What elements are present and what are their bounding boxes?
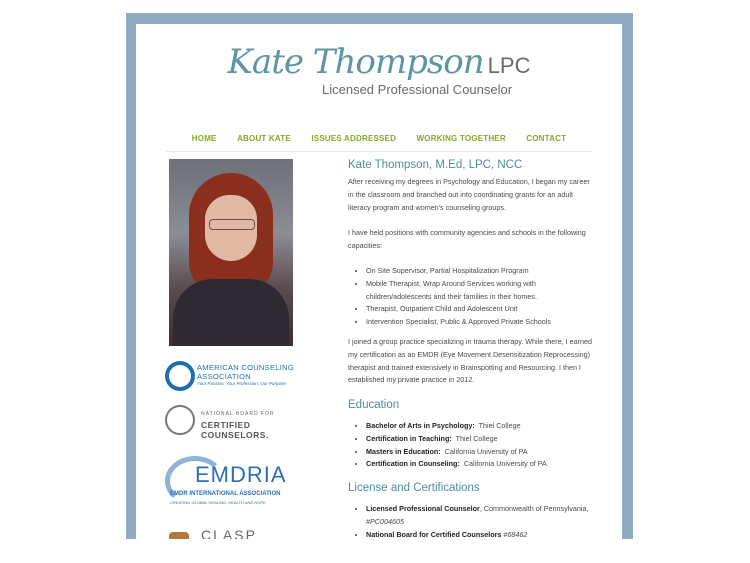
list-item: • On Site Supervisor, Partial Hospitalization Program — [366, 265, 602, 278]
license-heading: License and Certifications — [348, 482, 480, 494]
license-id: #68462 — [503, 529, 528, 539]
license-detail: , Commonwealth of Pennsylvania, — [479, 504, 589, 513]
license-name: National Board for Certified Counselors — [366, 529, 502, 539]
nbcc-line1: NATIONAL BOARD FOR — [201, 411, 275, 417]
license-name: Licensed Professional Counselor — [366, 504, 480, 513]
clasp-logo-icon — [169, 532, 189, 539]
license-id: #PC004605 — [366, 516, 404, 526]
emdria-name: EMDRIA — [195, 462, 287, 487]
positions-list — [348, 265, 602, 329]
positions-intro: I have held positions with community agencies and schools in the following capacities: — [348, 228, 586, 250]
education-school: California University of PA — [463, 459, 547, 469]
education-heading: Education — [348, 399, 400, 411]
education-school: Thiel College — [455, 433, 498, 443]
list-item: • Therapist, Outpatient Child and Adolescent Unit — [366, 303, 602, 316]
list-item — [366, 503, 602, 529]
photo-glasses — [209, 219, 255, 230]
site-logo[interactable] — [136, 42, 622, 82]
education-degree: Bachelor of Arts in Psychology — [366, 421, 473, 430]
emdria-tagline: CREATING GLOBAL HEALING, HEALTH AND HOPE — [170, 500, 266, 505]
emdria-line1: EMDR INTERNATIONAL ASSOCIATION — [170, 491, 281, 497]
aca-badge[interactable] — [165, 360, 300, 390]
nav-issues-addressed[interactable]: ISSUES ADDRESSED — [311, 134, 397, 143]
logo-subtitle: Licensed Professional Counselor — [322, 82, 513, 97]
nbcc-line2: CERTIFIED COUNSELORS. — [201, 420, 269, 440]
education-school: Thiel College — [478, 421, 521, 430]
education-degree: Certification in Counseling — [366, 459, 458, 469]
education-degree: Masters in Education — [366, 446, 439, 456]
education-school: California University of PA — [444, 446, 528, 456]
list-item: • Certification in Teaching: Thiel College — [366, 433, 602, 446]
education-degree: Certification in Teaching — [366, 433, 450, 443]
clasp-badge[interactable] — [165, 526, 300, 539]
page-title: Kate Thompson, M.Ed, LPC, NCC — [348, 159, 523, 171]
nbcc-badge[interactable] — [165, 405, 300, 439]
list-item — [366, 529, 602, 539]
clasp-name: CLASP — [201, 527, 257, 539]
list-item: • Certification in Counseling: California University of PA — [366, 458, 602, 471]
education-list — [348, 420, 602, 471]
nbcc-logo-icon — [165, 405, 195, 435]
intro-paragraph: After receiving my degrees in Psychology and Education, I began my career in the classroom and branched out into coordinating grants for an adult literacy program and women's counseling groups. — [348, 177, 590, 212]
photo-shoulders — [173, 279, 289, 346]
nav-contact[interactable]: CONTACT — [526, 134, 567, 143]
logo-name: Kate Thompson — [227, 42, 484, 82]
nav-about-kate[interactable]: ABOUT KATE — [237, 134, 291, 143]
list-item: • Intervention Specialist, Public & Approved Private Schools — [366, 316, 602, 329]
main-nav — [136, 128, 622, 146]
emdria-badge[interactable] — [165, 450, 300, 510]
nav-divider — [166, 151, 592, 152]
page-frame — [126, 13, 633, 539]
aca-tagline: Your Passion. Your Profession. Our Purpose. — [197, 381, 287, 386]
list-item: • Mobile Therapist, Wrap Around Services working with children/adolescents and their families in their homes. — [366, 278, 602, 304]
aca-logo-icon — [165, 361, 195, 391]
practice-paragraph: I joined a group practice specializing in trauma therapy. While there, I earned my certification as an EMDR (Eye Movement Desensitization Reprocessing) therapist and trained extensively in Brainspotting and Resourcing. I then I established my private practice in 2012. — [348, 337, 592, 385]
page-content — [136, 24, 622, 539]
list-item: • Masters in Education: California University of PA — [366, 446, 602, 459]
profile-photo — [169, 159, 293, 346]
nav-working-together[interactable]: WORKING TOGETHER — [416, 134, 506, 143]
list-item: • Bachelor of Arts in Psychology: Thiel College — [366, 420, 602, 433]
aca-line1: AMERICAN COUNSELING — [197, 363, 294, 372]
logo-lpc: LPC — [487, 53, 531, 78]
aca-line2: ASSOCIATION — [197, 372, 252, 381]
license-list — [348, 503, 602, 539]
nav-home[interactable]: HOME — [191, 134, 217, 143]
